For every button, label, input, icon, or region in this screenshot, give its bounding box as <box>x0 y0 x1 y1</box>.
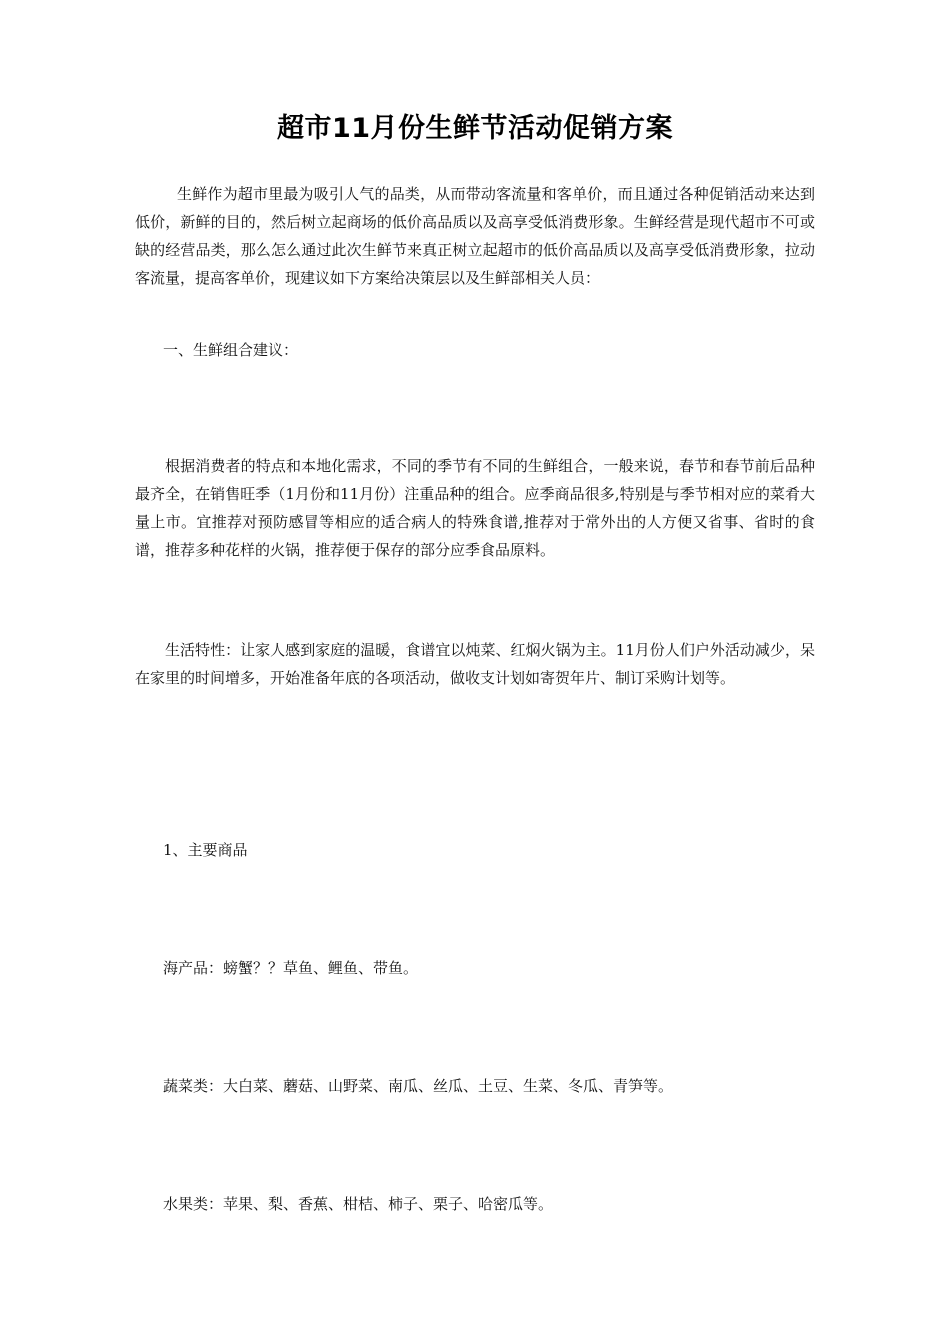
document-title: 超市11月份生鲜节活动促销方案 <box>276 113 674 144</box>
intro-paragraph: 生鲜作为超市里最为吸引人气的品类，从而带动客流量和客单价，而且通过各种促销活动来达到低价，新鲜的目的，然后树立起商场的低价高品质以及高享受低消费形象。生鲜经营是现代超市不可或缺的经营品类，那么怎么通过此次生鲜节来真正树立起超市的低价高品质以及高享受低消费形象，拉动客流量，提高客单价，现建议如下方案给决策层以及生鲜部相关人员： <box>135 185 815 287</box>
list-item-seafood: 海产品：螃蟹？？草鱼、鲤鱼、带鱼。 <box>163 959 419 977</box>
list-item-vegetables: 蔬菜类：大白菜、蘑菇、山野菜、南瓜、丝瓜、土豆、生菜、冬瓜、青笋等。 <box>163 1077 674 1095</box>
subheading-main-products: 1、主要商品 <box>163 841 248 859</box>
paragraph-consumer-needs: 根据消费者的特点和本地化需求，不同的季节有不同的生鲜组合，一般来说，春节和春节前后品种最齐全，在销售旺季（1月份和11月份）注重品种的组合。应季商品很多,特别是与季节相对应的菜肴大量上市。宜推荐对预防感冒等相应的适合病人的特殊食谱,推荐对于常外出的人方便又省事、省时的食谱，推荐多种花样的火锅，推荐便于保存的部分应季食品原料。 <box>135 457 815 559</box>
list-item-fruits: 水果类：苹果、梨、香蕉、柑桔、柿子、栗子、哈密瓜等。 <box>163 1195 554 1213</box>
section-heading-combination: 一、生鲜组合建议： <box>163 341 299 359</box>
paragraph-life-traits: 生活特性：让家人感到家庭的温暖，食谱宜以炖菜、红焖火锅为主。11月份人们户外活动减少，呆在家里的时间增多，开始准备年底的各项活动，做收支计划如寄贺年片、制订采购计划等。 <box>135 641 815 687</box>
